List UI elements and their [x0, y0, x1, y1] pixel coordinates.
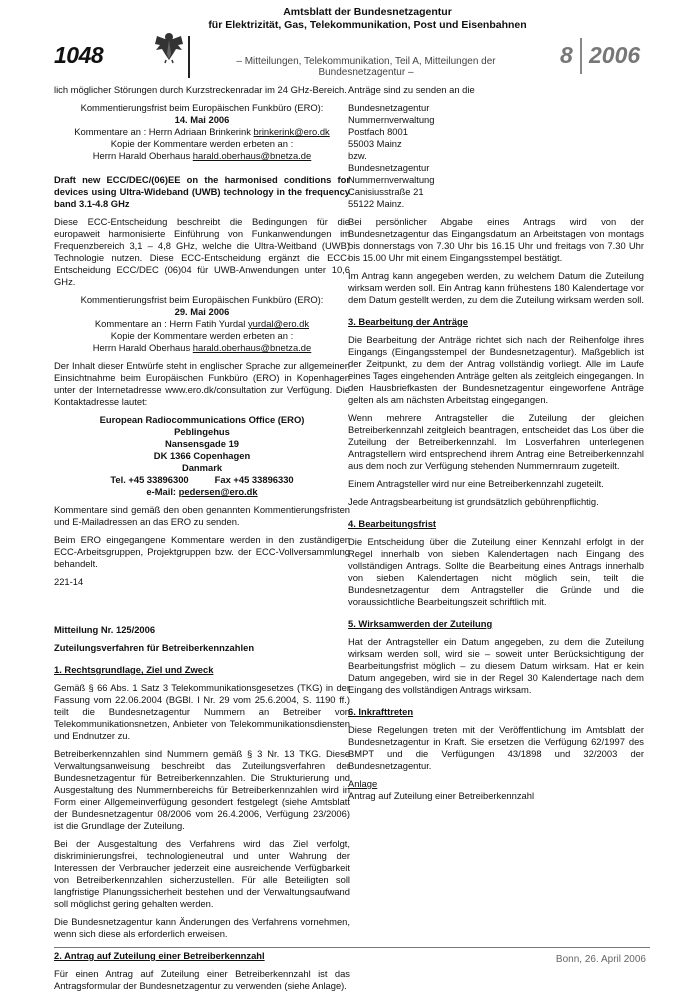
- footer-divider: [54, 947, 650, 948]
- section-heading: 3. Bearbeitung der Anträge: [348, 316, 468, 327]
- page-number: 1048: [54, 42, 104, 68]
- section-paragraph: Die Bearbeitung der Anträge richtet sich nach der Reihenfolge ihres Eingangs (Eingangsstempel der Bundesnetzagentur). Maßgeblich ist der Zeitpunkt, zu dem der Antrag vollständig vorliegt. Alle im Laufe eines Tages eingehenden Anträge gelten als zeitgleich eingegangen. In den Hausbriefkasten der Bundesnetzagentur eingeworfene Anträge gelten als am nächsten Arbeitstag eingegangen.: [348, 334, 644, 405]
- copy-recipient: [54, 342, 350, 354]
- ero-address-line: Peblingehus: [174, 426, 230, 437]
- federal-eagle-icon: [153, 30, 185, 64]
- comment-recipient: [54, 126, 350, 138]
- attachment-label-text: Anlage: [348, 778, 378, 789]
- comment-instructions: Kommentare sind gemäß den oben genannten Kommentierungsfristen und E-Mailadressen an das ERO zu senden.: [54, 504, 350, 527]
- address-line: Nummernverwaltung: [348, 174, 435, 185]
- ero-address-line: DK 1366 Copenhagen: [153, 450, 251, 461]
- section-heading: 6. Inkrafttreten: [348, 706, 414, 717]
- section-paragraph: Hat der Antragsteller ein Datum angegeben, zu dem die Zuteilung wirksam werden soll, wird sie – soweit unter Berücksichtigung der Bearbeitungsfrist möglich – zu diesem Datum wirksam. Hat er kein Datum angegeben, wird sie in der Regel 30 Kalendertage nach dem Eingang des vollständigen Antrags wirksam.: [348, 636, 644, 695]
- issue-divider: [580, 38, 582, 74]
- announcement-subtitle: Zuteilungsverfahren für Betreiberkennzahlen: [54, 642, 255, 653]
- attachment-label: [348, 778, 644, 790]
- address-line: Postfach 8001: [348, 126, 408, 137]
- left-column: [54, 84, 350, 998]
- copy-request: Kopie der Kommentare werden erbeten an :: [110, 138, 294, 149]
- email-link[interactable]: yurdal@ero.dk: [247, 318, 310, 329]
- header-title-line2: für Elektrizität, Gas, Telekommunikation, Post und Eisenbahnen: [208, 19, 527, 31]
- section-paragraph: Bei der Ausgestaltung des Verfahrens wird das Ziel verfolgt, diskriminierungsfrei, technologieneutral und unter Wahrung der Interessen der Verbraucher jederzeit eine ausreichende Verfügbarkeit von Betreiberkennzahlen sicherzustellen. Für alle Beteiligten soll langfristige Planungssicherheit bestehen und der Verwaltungsaufwand soll möglichst gering gehalten werden.: [54, 838, 350, 909]
- email-link[interactable]: pedersen@ero.dk: [178, 486, 258, 497]
- send-to-label: Anträge sind zu senden an die: [348, 84, 475, 95]
- issue-number: 8: [560, 42, 573, 68]
- comment-deadline-label: Kommentierungsfrist beim Europäischen Funkbüro (ERO):: [80, 102, 324, 113]
- section-paragraph: Im Antrag kann angegeben werden, zu welchem Datum die Zuteilung wirksam werden soll. Ein Antrag kann frühestens 180 Kalendertage vor dem Datum gestellt werden, zu dem die Zuteilung wirksam werden soll.: [348, 270, 644, 305]
- section-paragraph: Einem Antragsteller wird nur eine Betreiberkennzahl zugeteilt.: [348, 478, 604, 489]
- intro-paragraph: lich möglicher Störungen durch Kurzstreckenradar im 24 GHz-Bereich.: [54, 84, 347, 95]
- section-heading: 2. Antrag auf Zuteilung einer Betreiberkennzahl: [54, 950, 265, 961]
- announcement-title: Mitteilung Nr. 125/2006: [54, 624, 156, 635]
- ero-phone-fax: Tel. +45 33896300 Fax +45 33896330: [110, 474, 294, 485]
- draft-title: Draft new ECC/DEC/(06)EE on the harmonised conditions for devices using Ultra-Wideband (UWB) technology in the frequency band 3.1-4.8 GHz: [54, 174, 350, 209]
- address-line: 55003 Mainz: [348, 138, 402, 149]
- postal-address: [348, 102, 644, 210]
- email-link[interactable]: harald.oberhaus@bnetza.de: [192, 150, 312, 161]
- section-paragraph: Die Entscheidung über die Zuteilung einer Kennzahl erfolgt in der Regel innerhalb von sieben Kalendertagen nach Eingang des vollständigen Antrags. Sollte die Bearbeitung eines Antrags innerhalb von sieben Kalendertagen nicht möglich sein, teilt die Bundesnetzagentur dem Antragsteller die Gründe und die voraussichtliche Bearbeitungszeit schriftlich mit.: [348, 536, 644, 607]
- reference-number: 221-14: [54, 576, 84, 587]
- header-subtitle: – Mitteilungen, Telekommunikation, Teil A, Mitteilungen der Bundesnetzagentur –: [236, 56, 496, 78]
- header-title-line1: Amtsblatt der Bundesnetzagentur: [283, 6, 452, 18]
- section-paragraph: Wenn mehrere Antragsteller die Zuteilung der gleichen Betreiberkennzahl zeitgleich beantragen, entscheidet das Los über die Zuteilung der Betreiberkennzahl. Im Losverfahren unterlegenen Antragstellern wird entsprechend ihrem Antrag eine Betreiberkennzahl aus dem noch zur Verfügung stehenden Nummernraum zugeteilt.: [348, 412, 644, 471]
- ero-address-line: Nansensgade 19: [165, 438, 239, 449]
- issue-year: 2006: [589, 42, 641, 68]
- section-paragraph: Die Bundesnetzagentur kann Änderungen des Verfahrens vornehmen, wenn sich diese als erforderlich erweisen.: [54, 916, 350, 939]
- section-heading: 4. Bearbeitungsfrist: [348, 518, 437, 529]
- section-heading: 1. Rechtsgrundlage, Ziel und Zweck: [54, 664, 214, 675]
- email-link[interactable]: harald.oberhaus@bnetza.de: [192, 342, 312, 353]
- comment-recipient-text: Kommentare an : Herrn Adriaan Brinkerink: [74, 126, 254, 137]
- section-paragraph: Jede Antragsbearbeitung ist grundsätzlich gebührenpflichtig.: [348, 496, 599, 507]
- comment-recipient: [54, 318, 350, 330]
- section-paragraph: Für einen Antrag auf Zuteilung einer Betreiberkennzahl ist das Antragsformular der Bundesnetzagentur zu verwenden (siehe Anlage).: [54, 968, 350, 991]
- ecc-paragraph: Diese ECC-Entscheidung beschreibt die Bedingungen für die europaweit harmonisierte Einführung von Funkanwendungen im Frequenzbereich 3,1 – 4,8 GHz, welche die Ultra-Weitband (UWB) Technologie nutzen. Diese ECC-Entscheidung ergänzt die ECC-Entscheidung ECC/DEC (06)04 für UWB-Anwendungen unter 10,6 GHz.: [54, 216, 350, 287]
- section-paragraph: Betreiberkennzahlen sind Nummern gemäß § 3 Nr. 13 TKG. Diese Verwaltungsanweisung beschreibt das Zuteilungsverfahren der Bundesnetzagentur für Betreiberkennzahlen. Die Strukturierung und Ausgestaltung des Nummernbereichs für Betreiberkennzahlen wird in Form einer Allgemeinverfügung gesondert festgelegt (siehe Amtsblatt der Bundesnetzagentur 08/2006 vom 26.4.2006, Verfügung 23/2006) ist die Grundlage der Zuteilung.: [54, 748, 350, 831]
- section-paragraph: Diese Regelungen treten mit der Veröffentlichung im Amtsblatt der Bundesnetzagentur in Kraft. Sie ersetzen die Verfügung 62/1997 des BMPT und die Verfügungen 43/1898 und 32/2003 der Bundesnetzagentur.: [348, 724, 644, 771]
- ero-address: [54, 414, 350, 498]
- email-link[interactable]: brinkerink@ero.dk: [253, 126, 330, 137]
- copy-recipient: [54, 150, 350, 162]
- right-column: [348, 84, 644, 808]
- ero-email-line: [54, 486, 350, 498]
- comment-deadline-date: 14. Mai 2006: [174, 114, 230, 125]
- attachment-description: Antrag auf Zuteilung einer Betreiberkennzahl: [348, 790, 535, 801]
- ero-address-line: Danmark: [181, 462, 223, 473]
- header-divider: [188, 36, 190, 78]
- section-paragraph: Gemäß § 66 Abs. 1 Satz 3 Telekommunikationsgesetzes (TKG) in der Fassung vom 22.06.2004 (BGBl. I Nr. 29 vom 25.6.2004, S. 1190 ff.) teilt die Bundesnetzagentur Nummern an Betreiber von Telekommunikationsnetzen, Anbieter von Telekommunikationsdiensten und Endnutzer zu.: [54, 682, 350, 741]
- footer-date: Bonn, 26. April 2006: [555, 954, 646, 965]
- address-separator: bzw.: [348, 150, 367, 161]
- copy-request: Kopie der Kommentare werden erbeten an :: [110, 330, 294, 341]
- comment-recipient-text: Kommentare an : Herrn Fatih Yurdal: [94, 318, 248, 329]
- header-title: [205, 6, 530, 32]
- comment-deadline-date: 29. Mai 2006: [174, 306, 230, 317]
- section-heading: 5. Wirksamwerden der Zuteilung: [348, 618, 493, 629]
- section-paragraph: Bei persönlicher Abgabe eines Antrags wird von der Bundesnetzagentur das Eingangsdatum an Arbeitstagen von montags bis donnerstags von 7.30 Uhr bis 16.15 Uhr und freitags von 7.30 Uhr bis 15.00 Uhr mit einem Eingangsstempel bestätigt.: [348, 216, 644, 263]
- ero-email-label: e-Mail:: [146, 486, 179, 497]
- address-line: Bundesnetzagentur: [348, 102, 430, 113]
- comment-handling: Beim ERO eingegangene Kommentare werden in den zuständigen ECC-Arbeitsgruppen, Projektgruppen bzw. der ECC-Vollversammlung behandelt.: [54, 534, 350, 569]
- address-line: Bundesnetzagentur: [348, 162, 430, 173]
- address-line: Canisiusstraße 21: [348, 186, 424, 197]
- address-line: 55122 Mainz.: [348, 198, 405, 209]
- ero-address-line: European Radiocommunications Office (ERO): [99, 414, 305, 425]
- comment-deadline-label: Kommentierungsfrist beim Europäischen Funkbüro (ERO):: [80, 294, 324, 305]
- copy-recipient-text: Herrn Harald Oberhaus: [92, 150, 193, 161]
- address-line: Nummernverwaltung: [348, 114, 435, 125]
- copy-recipient-text: Herrn Harald Oberhaus: [92, 342, 193, 353]
- content-availability-paragraph: Der Inhalt dieser Entwürfe steht in englischer Sprache zur allgemeinen Einsichtnahme beim Europäischen Funkbüro (ERO) in Kopenhagen unter der Internetadresse www.ero.dk/consultation zur Verfügung. Die Kontaktadresse lautet:: [54, 360, 350, 407]
